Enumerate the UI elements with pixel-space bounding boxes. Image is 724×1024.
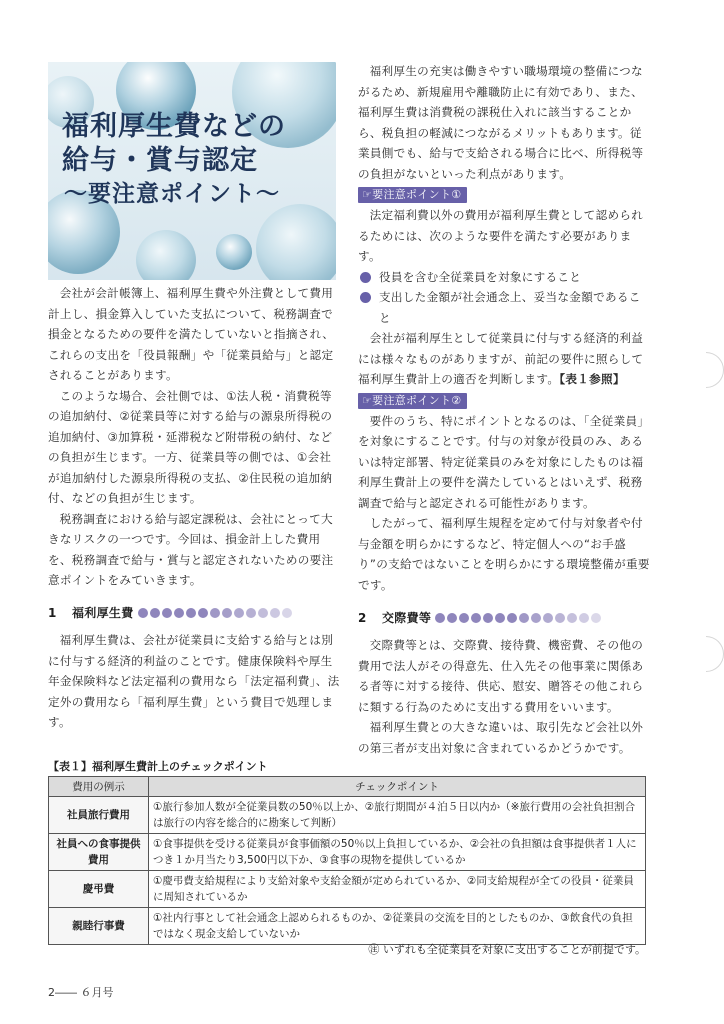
table-note: ㊟ いずれも全従業員を対象に支出することが前提です。 [368, 943, 646, 956]
table-title: 【表１】福利厚生費計上のチェックポイント [48, 760, 268, 773]
heading-dots [138, 608, 292, 618]
point-2-text: 要件のうち、特にポイントとなるのは、「全従業員」を対象にすることです。付与の対象が役員のみ、あるいは特定部署、特定従業員のみを対象にしたものは福利厚生費計上の要件を満たしているとはいえず、税務調査で給与と認定される可能性があります。 [358, 413, 650, 510]
table-row [49, 797, 646, 834]
page-title [62, 110, 332, 210]
bullet-2-text: 支出した金額が社会通念上、妥当な金額であること [379, 290, 641, 325]
binder-hole-mark [706, 636, 724, 672]
binder-hole-mark [706, 352, 724, 388]
bullet-icon [360, 292, 371, 303]
header-category: 費用の例示 [49, 777, 149, 797]
section-1-start [48, 596, 340, 733]
section-2-heading [358, 607, 650, 629]
section-1-number: 1 [48, 605, 57, 620]
title-line-3: 〜要注意ポイント〜 [64, 181, 280, 207]
heading-dots [435, 613, 601, 623]
row-checkpoint: ①食事提供を受ける従業員が食事価額の50％以上負担しているか、②会社の負担額は食事提供者１人につき１か月当たり3,500円以下か、③食事の現物を提供しているか [149, 834, 646, 871]
table-row [49, 871, 646, 908]
section-2-title: 交際費等 [382, 610, 432, 625]
point-2-badge: ☞要注意ポイント② [358, 393, 467, 409]
row-checkpoint: ①慶弔費支給規程により支給対象や支給金額が定められているか、②同支給規程が全ての役員・従業員に周知されているか [149, 871, 646, 908]
title-line-2: 給与・賞与認定 [62, 145, 258, 176]
right-column [358, 61, 650, 758]
row-category: 親睦行事費 [49, 908, 149, 945]
intro-paragraph-1: 会社が会計帳簿上、福利厚生費や外注費として費用計上し、損金算入していた支払について、税務調査で損金となるための要件を満たしていないと指摘され、これらの支出を「役員報酬」や「従業員給与」と認定されることがあります。 [48, 286, 335, 382]
bullet-item [358, 267, 650, 288]
row-category: 社員への食事提供費用 [49, 834, 149, 871]
row-checkpoint: ①旅行参加人数が全従業員数の50％以上か、②旅行期間が４泊５日以内か（※旅行費用の会社負担割合は旅行の内容を総合的に勘案して判断） [149, 797, 646, 834]
point-1-badge: ☞要注意ポイント① [358, 187, 467, 203]
table-reference: 【表１参照】 [559, 372, 625, 386]
table-row [49, 834, 646, 871]
intro-paragraph-3: 税務調査における給与認定課税は、会社にとって大きなリスクの一つです。今回は、損金計上した費用を、税務調査で給与・賞与と認定されないための要注意ポイントをみていきます。 [48, 511, 334, 587]
checkpoint-table [48, 776, 646, 945]
row-category: 慶弔費 [49, 871, 149, 908]
point-2-after-text: したがって、福利厚生規程を定めて付与対象者や付与金額を明らかにするなど、特定個人への“お手盛り”の支給ではないことを明らかにする環境整備が重要です。 [358, 516, 650, 592]
section-1-paragraph-1: 福利厚生費は、会社が従業員に支給する給与とは別に付与する経済的利益のことです。健康保険料や厚生年金保険料など法定福利の費用なら「法定福利費」、法定外の費用なら「福利厚生費」という費目で処理します。 [48, 633, 340, 729]
point-1-after: 会社が福利厚生として従業員に付与する経済的利益には様々なものがありますが、前記の要件に照らして福利厚生費計上の適否を判断します。 [358, 331, 644, 386]
bullet-item [358, 287, 650, 328]
point-1-text: 法定福利費以外の費用が福利厚生費として認められるためには、次のような要件を満たす必要があります。 [358, 208, 644, 263]
bullet-icon [360, 272, 371, 283]
header-checkpoint: チェックポイント [149, 777, 646, 797]
section-1-paragraph-2: 福利厚生の充実は働きやすい職場環境の整備につながるため、新規雇用や離職防止に有効であり、また、福利厚生費は消費税の課税仕入れに該当することから、税負担の軽減につながるメリットもあります。従業員側でも、給与で支給される場合に比べ、所得税等の負担がないといった利点があります。 [358, 64, 644, 181]
bullet-1-text: 役員を含む全従業員を対象にすること [379, 269, 582, 284]
row-category: 社員旅行費用 [49, 797, 149, 834]
table-header-row [49, 777, 646, 797]
intro-paragraph-2: このような場合、会社側では、①法人税・消費税等の追加納付、②従業員等に対する給与の源泉所得税の追加納付、③加算税・延滞税など附帯税の納付、などの負担が生じます。一方、従業員等の側では、①会社が追加納付した源泉所得税の支払、②住民税の追加納付、などの負担が生じます。 [48, 388, 333, 505]
section-2-number: 2 [358, 610, 367, 625]
table-row [49, 908, 646, 945]
intro-text [48, 283, 340, 591]
hero-banner [48, 62, 336, 280]
section-1-heading [48, 602, 340, 624]
title-line-1: 福利厚生費などの [62, 111, 286, 142]
row-checkpoint: ①社内行事として社会通念上認められるものか、②従業員の交流を目的としたものか、③飲食代の負担ではなく現金支給していないか [149, 908, 646, 945]
section-1-title: 福利厚生費 [72, 605, 134, 620]
section-2-paragraph-2: 福利厚生費との大きな違いは、取引先など会社以外の第三者が支出対象に含まれているかどうかです。 [358, 720, 644, 755]
point-1-after-text [358, 328, 650, 390]
page-footer: 2―― ６月号 [48, 986, 114, 999]
section-2-paragraph-1: 交際費等とは、交際費、接待費、機密費、その他の費用で法人がその得意先、仕入先その他事業に関係ある者等に対する接待、供応、慰安、贈答その他これらに類する行為のために支出する費用をいいます。 [358, 638, 644, 714]
